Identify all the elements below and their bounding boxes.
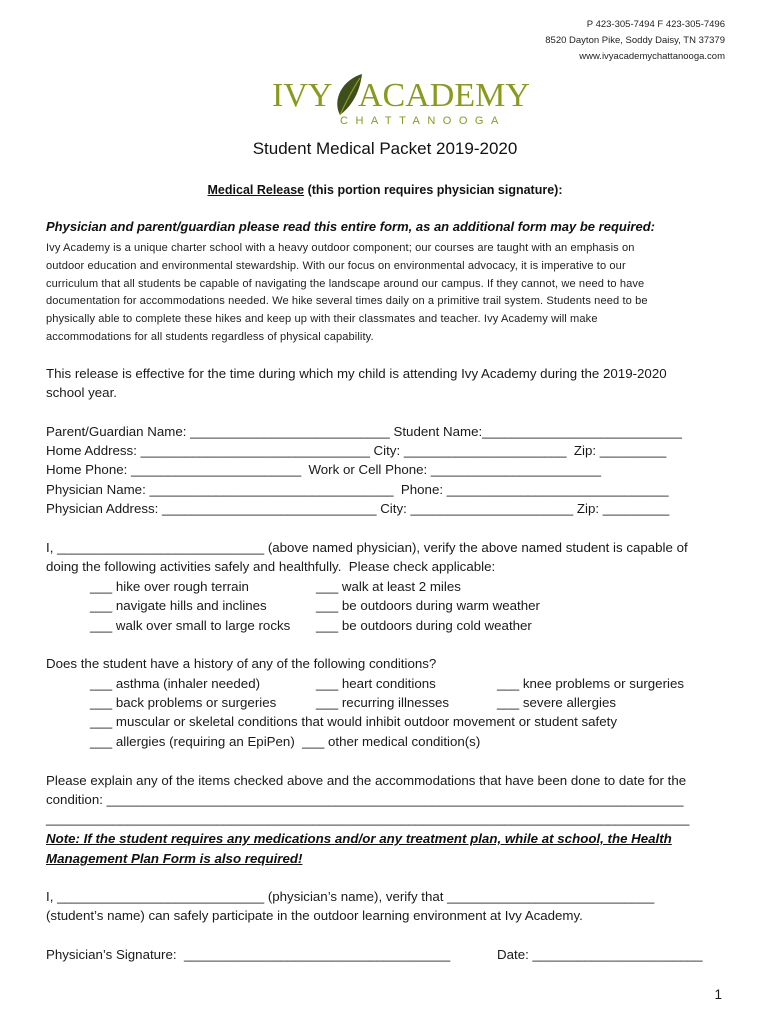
logo-right-word: ACADEMY xyxy=(358,77,530,114)
check-muscular-skeletal[interactable]: ___ muscular or skeletal conditions that would inhibit outdoor movement or student safety xyxy=(90,714,617,729)
field-physician-name[interactable]: Physician Name: _________________________________ Phone: ______________________________ xyxy=(46,482,669,497)
history-question: Does the student have a history of any of the following conditions? xyxy=(46,656,437,671)
verify-line-2: doing the following activities safely and healthfully. Please check applicable: xyxy=(46,559,496,574)
field-home-phone[interactable]: Home Phone: _______________________ Work or Cell Phone: _______________________ xyxy=(46,462,601,477)
intro-line: curriculum that all students be capable of navigating the landscape around our campus. If they cannot, we need to have xyxy=(46,277,645,290)
website-link[interactable]: www.ivyacademychattanooga.com xyxy=(579,51,725,62)
note-line-2: Management Plan Form is also required! xyxy=(46,851,303,866)
signature-date-field[interactable]: Date: _______________________ xyxy=(497,947,703,962)
physician-verify-line-1[interactable]: I, ____________________________ (physician’s name), verify that ____________________________ xyxy=(46,889,655,904)
check-allergies-other[interactable]: ___ allergies (requiring an EpiPen) ___ other medical condition(s) xyxy=(90,734,481,749)
section-subtitle xyxy=(0,183,770,197)
page-title: Student Medical Packet 2019-2020 xyxy=(252,139,518,158)
contact-block xyxy=(545,17,725,65)
logo-city: CHATTANOOGA xyxy=(340,115,506,127)
subtitle-rest: (this portion requires physician signature): xyxy=(304,183,563,197)
check-warm-weather[interactable]: ___ be outdoors during warm weather xyxy=(316,598,540,613)
explain-condition-field[interactable]: condition: ______________________________________________________________________________ xyxy=(46,792,684,807)
note-line-1: Note: If the student requires any medications and/or any treatment plan, while at school, the Health xyxy=(46,831,672,846)
intro-paragraph xyxy=(46,240,726,347)
check-hike-rough-terrain[interactable]: ___ hike over rough terrain xyxy=(90,579,249,594)
subtitle-underlined: Medical Release xyxy=(207,183,305,197)
check-severe-allergies[interactable]: ___ severe allergies xyxy=(497,695,617,710)
note-medications xyxy=(46,829,736,869)
intro-line: physically able to complete these hikes and keep up with their classmates and teacher. Ivy Academy will make xyxy=(46,313,598,326)
release-line-1: This release is effective for the time during which my child is attending Ivy Academy during the 2019-2020 xyxy=(46,366,667,381)
ivy-academy-logo xyxy=(270,70,530,130)
check-walk-2-miles[interactable]: ___ walk at least 2 miles xyxy=(316,579,461,594)
check-walk-rocks[interactable]: ___ walk over small to large rocks xyxy=(90,618,291,633)
check-navigate-hills[interactable]: ___ navigate hills and inclines xyxy=(90,598,267,613)
physician-signature-field[interactable]: Physician’s Signature: ____________________________________ xyxy=(46,947,451,962)
phone-fax: P 423-305-7494 F 423-305-7496 xyxy=(586,19,725,30)
check-asthma[interactable]: ___ asthma (inhaler needed) xyxy=(90,676,261,691)
intro-heading: Physician and parent/guardian please read this entire form, as an additional form may be required: xyxy=(46,219,655,234)
verify-line-1[interactable]: I, ____________________________ (above named physician), verify the above named student is capable of xyxy=(46,540,688,555)
explain-line-1: Please explain any of the items checked above and the accommodations that have been done to date for the xyxy=(46,773,687,788)
release-line-2: school year. xyxy=(46,385,117,400)
check-knee-problems[interactable]: ___ knee problems or surgeries xyxy=(497,676,684,691)
intro-line: accommodations for all students regardless of physical capability. xyxy=(46,330,374,343)
intro-line: Ivy Academy is a unique charter school with a heavy outdoor component; our courses are taught with an emphasis on xyxy=(46,242,635,254)
explain-extra-line[interactable]: _______________________________________________________________________________________ xyxy=(46,811,690,826)
intro-line: documentation for accommodations needed. We hike several times daily on a primitive trail system. Students need to be xyxy=(46,295,648,308)
field-parent-student[interactable]: Parent/Guardian Name: ___________________________ Student Name:___________________________ xyxy=(46,424,682,439)
check-heart-conditions[interactable]: ___ heart conditions xyxy=(316,676,436,691)
check-cold-weather[interactable]: ___ be outdoors during cold weather xyxy=(316,618,532,633)
check-back-problems[interactable]: ___ back problems or surgeries xyxy=(90,695,277,710)
physician-verify-line-2: (student’s name) can safely participate in the outdoor learning environment at Ivy Academy. xyxy=(46,908,583,923)
street-address: 8520 Dayton Pike, Soddy Daisy, TN 37379 xyxy=(545,35,725,46)
field-physician-address[interactable]: Physician Address: _____________________________ City: ______________________ Zip: _________ xyxy=(46,501,670,516)
field-home-address[interactable]: Home Address: _______________________________ City: ______________________ Zip: _________ xyxy=(46,443,667,458)
page-number: 1 xyxy=(714,987,722,1002)
logo-left-word: IVY xyxy=(272,77,333,114)
intro-line: outdoor education and environmental stewardship. With our focus on environmental advocacy, it is imperative to our xyxy=(46,259,626,272)
check-recurring-illnesses[interactable]: ___ recurring illnesses xyxy=(316,695,450,710)
